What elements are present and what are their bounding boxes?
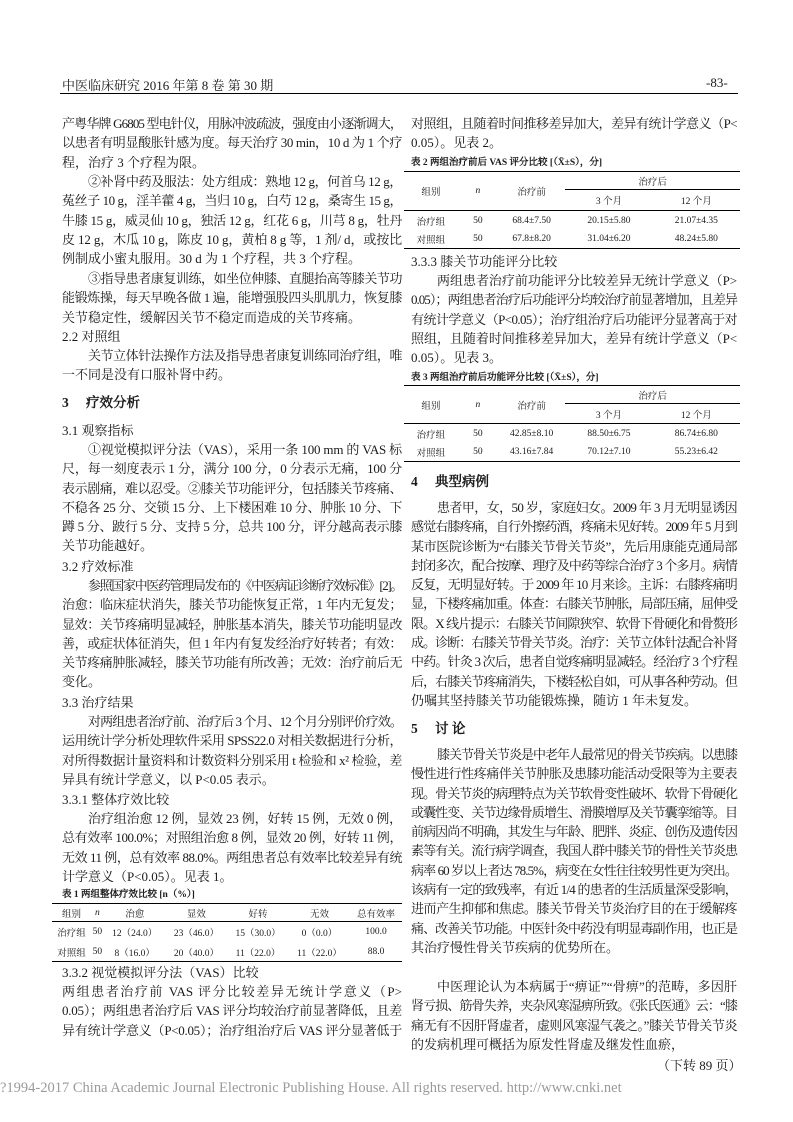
text-line: 变化。 [62,674,102,690]
cell: 23（46.0） [173,929,219,940]
text-line: 蹲 5 分、跛行 5 分、支持 5 分，总共 100 分，评分越高表示膝 [62,519,402,535]
col-header: n [458,386,498,424]
text-line: 关节稳定性，缓解因关节不稳定而造成的关节疼痛。 [62,309,362,325]
continued-note: （下转 89 页） [657,1058,742,1073]
cell: 50 [92,946,103,957]
col-header: 无效 [309,909,329,920]
text-line: 前病因尚不明确，其发生与年龄、肥胖、炎症、创伤及遗传因 [411,824,737,840]
table-2 [404,157,740,249]
text-line: ①视觉模拟评分法（VAS），采用一条 100 mm 的 VAS 标 [88,442,402,457]
col-header: 治疗前 [498,386,565,424]
text-line: 有统计学意义（P<0.05）；治疗组治疗后功能评分显著高于对 [411,311,737,327]
paragraph [411,271,737,367]
text-line: 某市医院诊断为“右膝关节骨关节炎”，先后用康能克通局部 [411,538,737,554]
copyright-text: ?1994-2017 China Academic Journal Electronic Publishing House. All rights reserved. http://www.cnki.net [0,1080,622,1096]
text-line: 或囊性变、关节边缘骨质增生、滑膜增厚及关节囊挛缩等。目 [411,804,737,820]
cell: 50 [92,927,103,938]
text-line: 治愈：临床症状消失，膝关节功能恢复正常，1 年内无复发； [62,597,402,613]
text-line: 痛、改善关节功能。中医针灸中药没有明显毒副作用，也正是 [411,920,737,936]
text-line: 0.05）；两组患者治疗后功能评分均较治疗前显著增加，且差异 [411,292,737,308]
text-line: 膝关节骨关节炎是中老年人最常见的骨关节疾病。以患膝 [437,747,737,762]
col-header: 治疗前 [498,172,565,211]
col-header: 好转 [248,909,268,920]
text-line: 仍嘱其坚持膝关节功能锻炼操，随访 1 年未复发。 [411,692,698,708]
text-line: 慢性进行性疼痛伴关节肿胀及患膝功能活动受限等为主要表 [411,766,737,782]
text-line: 产粤华牌 G6805 型电针仪，用脉冲波疏波，强度由小逐渐调大， [62,116,402,131]
text-line: 能锻炼操，每天早晚各做 1 遍，能增强股四头肌肌力，恢复膝 [62,290,402,306]
text-line: 后，右膝关节疼痛消失，下楼轻松自如，可从事各种劳动。但 [411,673,737,689]
section-heading-3-3-3: 3.3.3 膝关节功能评分比较 [411,254,558,269]
text-line: 皮 12 g，木瓜 10 g，陈皮 10 g，黄柏 8 g 等，1 剂/ d，或按比 [62,231,402,247]
paragraph [62,346,402,385]
text-line: 关节疼痛肿胀减轻，膝关节功能有所改善；无效：治疗前后无 [62,655,402,671]
text-line: 中医理论认为本病属于“痹证”“骨痹”的范畴，多因肝 [437,979,737,994]
section-number: 5 [411,721,418,736]
section-heading-4 [411,472,737,491]
col-header: n [458,172,498,211]
cell: 治疗组 [416,430,446,441]
col-header: 治疗后 [565,172,740,190]
cell: 8（16.0） [114,948,155,959]
paragraph [62,440,402,556]
table-row [404,211,740,231]
text-line: 对照组，且随着时间推移差异加大，差异有统计学意义（P< [411,116,737,131]
paragraph [62,809,402,886]
text-line: 限。X 线片提示：右膝关节间隙狭窄、软骨下骨硬化和骨赘形 [411,615,737,631]
col-header: 总有效率 [357,909,396,920]
text-line: 运用统计学分析处理软件采用 SPSS22.0 对相关数据进行分析， [62,733,402,749]
header-rule [60,93,738,94]
table-caption: 表 1 两组整体疗效比较 [n（%）] [62,890,195,900]
text-line: 成。诊断：右膝关节骨关节炎。治疗：关节立体针法配合补肾 [411,635,737,651]
text-line: 封闭多次，配合按摩、理疗及中药等综合治疗 3 个多月。病情 [411,557,737,573]
text-line: ②补肾中药及服法：处方组成：熟地 12 g，何首乌 12 g， [88,174,402,189]
col-header: 组别 [404,386,458,424]
page-number: -83- [706,75,728,90]
table-caption: 表 3 两组治疗前后功能评分比较 [（X̄±S），分] [411,373,599,383]
cell: 43.16±7.84 [510,447,554,458]
text-line: 痛无有不因肝肾虚者，虚则风寒湿气袭之。”膝关节骨关节炎 [411,1017,737,1033]
section-heading-3-2: 3.2 疗效标准 [62,559,134,574]
text-line: 素等有关。流行病学调查，我国人群中膝关节的骨性关节炎患 [411,843,737,859]
cell: 50 [473,428,483,439]
text-line: 显，下楼疼痛加重。体查：右膝关节肿胀，局部压痛，屈伸受 [411,596,737,612]
cell: 88.50±6.75 [587,428,631,439]
cell: 50 [473,215,483,226]
col-header: 治愈 [125,909,145,920]
text-line: 对两组患者治疗前、治疗后 3 个月、12 个月分别评价疗效。 [88,714,402,729]
text-line: 例制成小蜜丸服用。30 d 为 1 个疗程，共 3 个疗程。 [62,251,362,267]
cell: 12（24.0） [112,929,158,940]
paragraph [62,982,402,1040]
section-number: 3 [62,395,69,410]
paragraph [62,576,402,692]
cell: 67.8±8.20 [512,234,551,245]
text-line: 该病有一定的致残率，有近 1/4 的患者的生活质量深受影响， [411,882,737,898]
table-row [52,922,402,943]
col-header: 显效 [186,909,206,920]
text-line: 善，或症状体征消失，但 1 年内有复发经治疗好转者；有效： [62,635,402,651]
paragraph [411,498,737,710]
cell: 68.4±7.50 [512,215,551,226]
text-line: 其治疗慢性骨关节疾病的优势所在。 [411,939,620,955]
table-1 [52,889,402,962]
table-row [404,424,740,444]
paragraph [62,172,402,268]
text-line: 现。骨关节炎的病理特点为关节软骨变性破坏、软骨下骨硬化 [411,785,737,801]
section-number: 4 [411,474,418,489]
col-header: 12 个月 [680,410,712,421]
text-line: 参照国家中医药管理局发布的《中医病证诊断疗效标准》[2]。 [88,578,402,593]
text-line: 菟丝子 10 g，淫羊藿 4 g，当归 10 g，白芍 12 g，桑寄生 15 g， [62,193,402,209]
section-heading-3-3-2: 3.3.2 视觉模拟评分法（VAS）比较 [62,965,259,980]
section-heading-3-3: 3.3 治疗结果 [62,695,134,710]
section-title: 典型病例 [435,474,489,489]
cell: 50 [473,234,483,245]
col-header: 3 个月 [595,197,622,207]
cell: 55.23±6.42 [674,447,718,458]
text-line: 不稳各 25 分、交锁 15 分、上下楼困难 10 分、肿胀 10 分、下 [62,499,402,515]
table-header-row [404,386,740,404]
col-header: n [95,907,100,918]
text-line: 0.05）；两组患者治疗后 VAS 评分均较治疗前显著降低，且差 [62,1003,402,1019]
paragraph [411,114,737,153]
text-line: 程，治疗 3 个疗程为限。 [62,154,206,170]
text-line: ③指导患者康复训练，如坐位伸膝、直腿抬高等膝关节功 [88,271,402,286]
paragraph [411,977,737,1054]
cell: 42.85±8.10 [510,428,554,439]
journal-header: 中医临床研究 2016 年第 8 卷 第 30 期 [62,78,274,93]
text-line: 中药。针灸 3 次后，患者自觉疼痛明显减轻。经治疗 3 个疗程 [411,654,737,670]
table-row [52,943,402,962]
text-line: 病率 60 岁以上者达 78.5%，病变在女性往往较男性更为突出。 [411,862,737,878]
cell: 21.07±4.35 [674,215,718,226]
text-line: 一不同是没有口服补肾中药。 [62,367,232,383]
text-line: 异有统计学意义（P<0.05）；治疗组治疗后 VAS 评分显著低于 [62,1022,402,1038]
col-header: 组别 [404,172,458,211]
text-line: 患者甲，女，50 岁，家庭妇女。2009 年 3 月无明显诱因 [437,500,737,515]
cell: 86.74±6.80 [674,428,718,439]
text-line: 计学意义（P<0.05）。见表 1。 [62,868,233,884]
text-line: 的发病机理可概括为原发性肾虚及继发性血瘀， [411,1036,685,1052]
text-line: 进而产生抑郁和焦虑。膝关节骨关节炎治疗目的在于缓解疼 [411,901,737,917]
table-3 [404,372,740,462]
cell: 31.04±6.20 [587,234,631,245]
cell: 11（22.0） [235,948,281,959]
section-title: 疗效分析 [86,395,140,410]
text-line: 无效 11 例，总有效率 88.0%。两组患者总有效率比较差异有统 [62,849,402,865]
text-line: 肾亏损、筋骨失养，夹杂风寒湿痹所致。《张氏医通》云：“膝 [411,998,737,1014]
text-line: 总有效率 100.0%；对照组治愈 8 例，显效 20 例，好转 11 例， [62,830,402,846]
cell: 88.0 [367,946,385,957]
text-line: 治疗组治愈 12 例，显效 23 例，好转 15 例，无效 0 例， [88,811,402,826]
text-line: 两组患者治疗前 VAS 评分比较差异无统计学意义（P> [62,984,402,999]
paragraph [411,745,737,957]
cell: 治疗组 [57,929,86,940]
paragraph [62,114,402,172]
text-line: 尺，每一刻度表示 1 分，满分 100 分，0 分表示无痛，100 分 [62,461,402,477]
cell: 对照组 [416,236,446,247]
text-line: 对所得数据计量资料和计数资料分别采用 t 检验和 x² 检验，差 [62,752,402,768]
table-row [404,231,740,249]
cell: 20.15±5.80 [587,215,631,226]
cell: 0（0.0） [301,929,338,940]
table-caption: 表 2 两组治疗前后 VAS 评分比较 [（X̄±S），分] [411,158,603,168]
paragraph [62,712,402,789]
paragraph [62,269,402,327]
cell: 70.12±7.10 [587,447,631,458]
text-line: 感觉右膝疼痛，自行外擦药酒，疼痛未见好转。2009 年 5 月到 [411,519,737,535]
cell: 50 [473,447,483,458]
section-title: 讨 论 [435,721,466,736]
cell: 11（22.0） [297,948,342,959]
table-header-row [404,172,740,190]
section-heading-5 [411,719,737,738]
text-line: 关节立体针法操作方法及指导患者康复训练同治疗组，唯 [88,348,402,363]
text-line: 0.05）。见表 2。 [411,135,503,151]
cell: 20（40.0） [173,948,219,959]
table-header-row [52,904,402,922]
text-line: 显效：关节疼痛明显减轻，肿胀基本消失，膝关节功能明显改 [62,616,402,632]
text-line: 两组患者治疗前功能评分比较差异无统计学意义（P> [437,273,737,288]
cell: 15（30.0） [235,929,281,940]
text-line: 表示剧痛，难以忍受。②膝关节功能评分，包括膝关节疼痛、 [62,480,402,496]
cell: 100.0 [365,927,387,938]
section-heading-3-3-1: 3.3.1 整体疗效比较 [62,792,170,807]
text-line: 反复，无明显好转。于 2009 年 10 月来诊。主诉：右膝疼痛明 [411,577,737,593]
col-header: 3 个月 [595,410,622,421]
cell: 治疗组 [416,217,446,228]
col-header: 治疗后 [565,386,740,404]
cell: 48.24±5.80 [674,234,718,245]
table-row [404,444,740,462]
section-heading-3 [62,393,402,412]
text-line: 异具有统计学意义，以 P<0.05 表示。 [62,771,275,787]
section-heading-3-1: 3.1 观察指标 [62,423,134,438]
text-line: 牛膝 15 g，威灵仙 10 g，独活 12 g，红花 6 g，川芎 8 g，牡丹 [62,212,402,228]
cell: 对照组 [57,948,86,959]
col-header: 12 个月 [680,197,712,207]
text-line: 以患者有明显酸胀针感为度。每天治疗 30 min，10 d 为 1 个疗 [62,135,402,151]
text-line: 0.05）。见表 3。 [411,350,503,366]
section-heading-2-2: 2.2 对照组 [62,329,121,344]
text-line: 照组，且随着时间推移差异加大，差异有统计学意义（P< [411,330,737,346]
cell: 对照组 [416,449,446,460]
text-line: 关节功能越好。 [62,538,154,554]
col-header: 组别 [61,909,81,920]
